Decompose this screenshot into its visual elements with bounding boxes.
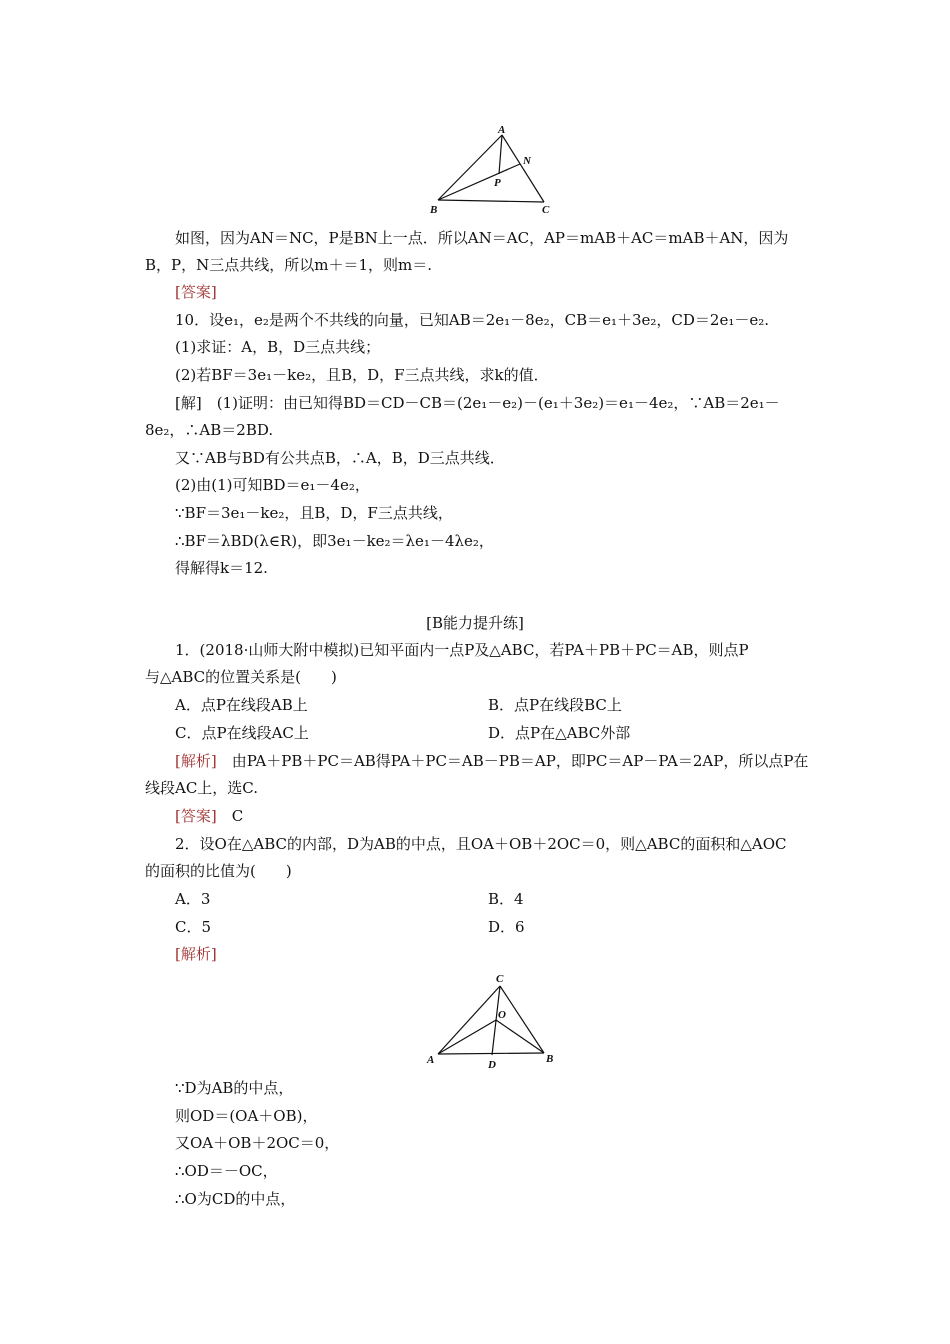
label-o: O <box>498 1009 506 1021</box>
option-a: A．点P在线段AB上 <box>175 696 308 714</box>
answer-tag: [答案] <box>175 807 217 825</box>
label-a: A <box>427 1054 435 1066</box>
question-10-part1: (1)求证：A，B，D三点共线； <box>175 338 381 356</box>
solution-line: [解] (1)证明：由已知得BD＝CD－CB＝(2e₁－e₂)－(e₁＋3e₂)＝e₁－4e₂，∵AB＝2e₁－ <box>175 394 780 412</box>
answer-tag: [答案] <box>175 283 217 301</box>
proof-line: ∴OD＝－OC， <box>175 1162 278 1180</box>
analysis-tag: [解析] <box>175 752 217 770</box>
solution-line: ∵BF＝3e₁－ke₂，且B，D，F三点共线， <box>175 504 453 522</box>
figure-triangle-ocd <box>420 968 560 1074</box>
proof-line: 又OA＋OB＋2OC＝0， <box>175 1134 340 1152</box>
analysis-text: 由PA＋PB＋PC＝AB得PA＋PC＝AB－PB＝AP，即PC＝AP－PA＝2AP，所以点P在 <box>216 752 809 770</box>
option-d: D．点P在△ABC外部 <box>488 724 631 742</box>
option-c: C．点P在线段AC上 <box>175 724 309 742</box>
option-b: B．4 <box>488 890 524 908</box>
figure-triangle-anp <box>420 120 560 220</box>
option-d: D．6 <box>488 918 525 936</box>
question-10-part2: (2)若BF＝3e₁－ke₂，且B，D，F三点共线，求k的值． <box>175 366 549 384</box>
label-c: C <box>496 973 504 985</box>
solution-line: ∴BF＝λBD(λ∈R)，即3e₁－ke₂＝λe₁－4λe₂， <box>175 532 494 550</box>
label-c: C <box>542 204 550 216</box>
proof-line: ∵D为AB的中点， <box>175 1079 294 1097</box>
analysis-line: 线段AC上，选C. <box>145 779 259 797</box>
text-line: B，P，N三点共线，所以m＋＝1，则m＝. <box>145 256 433 274</box>
label-b: B <box>430 204 438 216</box>
analysis-line <box>175 750 808 772</box>
analysis-tag: [解析] <box>175 945 217 963</box>
label-b: B <box>546 1053 554 1065</box>
solution-line: 得解得k＝12. <box>175 559 268 577</box>
label-d: D <box>488 1059 496 1071</box>
option-b: B．点P在线段BC上 <box>488 696 622 714</box>
text-line: 如图，因为AN＝NC，P是BN上一点．所以AN＝AC，AP＝mAB＋AC＝mAB＋AN，因为 <box>175 229 789 247</box>
label-n: N <box>523 155 531 167</box>
solution-line: (2)由(1)可知BD＝e₁－4e₂， <box>175 476 370 494</box>
solution-line: 8e₂，∴AB＝2BD. <box>145 421 274 439</box>
section-heading: [B能力提升练] <box>426 614 524 632</box>
answer-line <box>175 805 243 827</box>
label-p: P <box>494 177 501 189</box>
answer-value: C <box>216 807 244 825</box>
proof-line: ∴O为CD的中点， <box>175 1190 296 1208</box>
label-a: A <box>498 124 506 136</box>
solution-line: 又∵AB与BD有公共点B，∴A，B，D三点共线． <box>175 449 505 467</box>
option-a: A．3 <box>175 890 211 908</box>
proof-line: 则OD＝(OA＋OB)， <box>175 1107 318 1125</box>
problem-1: 1．(2018·山师大附中模拟)已知平面内一点P及△ABC，若PA＋PB＋PC＝AB，则点P <box>175 641 749 659</box>
problem-2-cont: 的面积的比值为( ) <box>145 862 292 880</box>
question-10: 10．设e₁，e₂是两个不共线的向量，已知AB＝2e₁－8e₂，CB＝e₁＋3e₂，CD＝2e₁－e₂. <box>175 311 770 329</box>
problem-1-cont: 与△ABC的位置关系是( ) <box>145 668 337 686</box>
problem-2: 2．设O在△ABC的内部，D为AB的中点，且OA＋OB＋2OC＝0，则△ABC的面积和△AOC <box>175 835 787 853</box>
option-c: C．5 <box>175 918 212 936</box>
